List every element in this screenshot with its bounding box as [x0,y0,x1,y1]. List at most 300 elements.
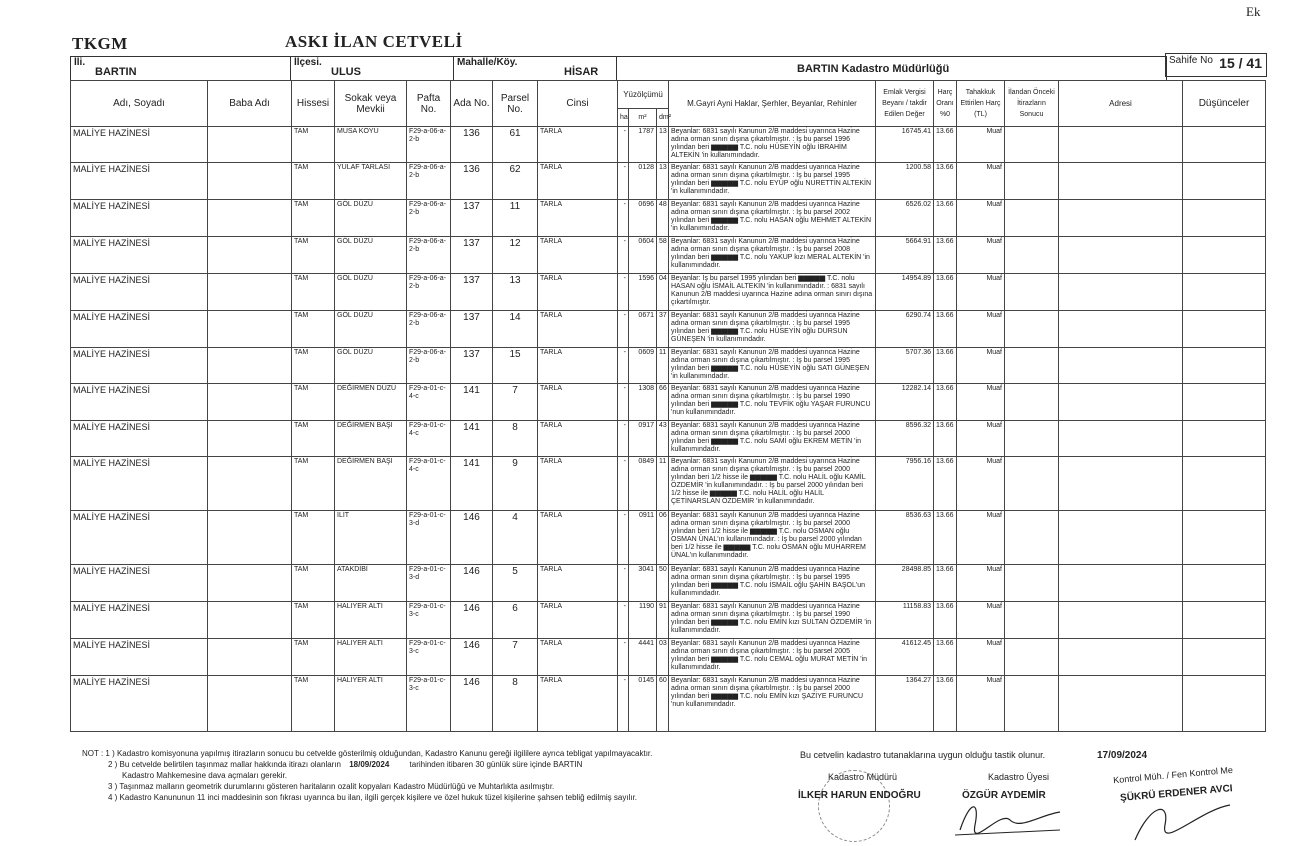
cell-pafta: F29-a-01-c-3-c [407,639,451,676]
cell-baba [208,421,292,457]
cell-ada: 146 [451,565,493,602]
col-harc-orani: Harç Oranı %0 [934,81,957,127]
cell-pafta: F29-a-01-c-4-c [407,421,451,457]
certification-date: 17/09/2024 [1097,750,1148,761]
cell-hisse: TAM [292,348,335,384]
cell-emlak: 6526.02 [876,200,934,237]
cell-ad: MALİYE HAZİNESİ [71,457,208,511]
cell-ada: 146 [451,602,493,639]
cell-sokak: GÖL DÜZÜ [335,237,407,274]
table-row [71,511,1266,565]
cell-haklar: Beyanlar: 6831 sayılı Kanunun 2/B maddesi uyarınca Hazine adına orman sınırı dışına çıkartılmıştır. : İş bu parsel 1990 yılından beri ▆▆▆▆▆ T.C. nolu EMİN kızı SULTAN ÖZDEMİR 'in kullanımındadır. [669,602,876,639]
cell-sokak: DEĞİRMEN BAŞI [335,457,407,511]
cell-itiraz [1005,384,1059,421]
cell-itiraz [1005,565,1059,602]
cell-haklar: Beyanlar: 6831 sayılı Kanunun 2/B maddesi uyarınca Hazine adına orman sınırı dışına çıkartılmıştır. : İş bu parsel 1995 yılından beri ▆▆▆▆▆ T.C. nolu EYÜP oğlu NURETTİN ALTEKİN 'in kullanımındadır. [669,163,876,200]
corner-mark: Ek [1246,4,1261,19]
cell-parsel: 7 [493,384,538,421]
cell-sokak: HALIYER ALTI [335,602,407,639]
cell-dm2: 60 [657,676,669,732]
col-ada: Ada No. [451,81,493,127]
cell-cinsi: TARLA [538,163,618,200]
cell-sokak: GÖL DÜZÜ [335,274,407,311]
cell-cinsi: TARLA [538,457,618,511]
cell-adres [1059,565,1183,602]
cell-pafta: F29-a-01-c-4-c [407,384,451,421]
note-2-date: 18/09/2024 [349,760,390,769]
cell-haklar: Beyanlar: 6831 sayılı Kanunun 2/B maddesi uyarınca Hazine adına orman sınırı dışına çıkartılmıştır. : İş bu parsel 1995 yılından beri ▆▆▆▆▆ T.C. nolu HÜSEYİN oğlu SATI GÜNEŞEN 'in kullanımındadır. [669,348,876,384]
cell-emlak: 11158.83 [876,602,934,639]
cell-dm2: 66 [657,384,669,421]
cell-oran: 13.66 [934,639,957,676]
il-cell [71,57,291,81]
cell-ad: MALİYE HAZİNESİ [71,127,208,163]
cell-cinsi: TARLA [538,639,618,676]
cell-ad: MALİYE HAZİNESİ [71,565,208,602]
cell-emlak: 12282.14 [876,384,934,421]
cell-hisse: TAM [292,274,335,311]
cell-baba [208,200,292,237]
cell-sokak: GÖL DÜZÜ [335,311,407,348]
page-number-box [1165,53,1267,77]
cell-sokak: ATAKDİBİ [335,565,407,602]
cell-haklar: Beyanlar: 6831 sayılı Kanunun 2/B maddesi uyarınca Hazine adına orman sınırı dışına çıkartılmıştır. : İş bu parsel 2008 yılından beri ▆▆▆▆▆ T.C. nolu YAKUP kızı MERAL ALTEKİN 'in kullanımındadır. [669,237,876,274]
cell-ha: - [618,421,629,457]
cell-cinsi: TARLA [538,565,618,602]
cell-emlak: 6290.74 [876,311,934,348]
cell-harc: Muaf [957,639,1005,676]
cell-parsel: 14 [493,311,538,348]
cell-sokak: MUSA KOYU [335,127,407,163]
cell-dusunceler [1183,237,1266,274]
cell-emlak: 5707.36 [876,348,934,384]
cell-cinsi: TARLA [538,511,618,565]
col-pafta: Pafta No. [407,81,451,127]
note-3: 3 ) Taşınmaz malların geometrik durumlarını gösteren haritaların ozalit kopyaları Kadastro Müdürlüğü ve Muhtarlıkta asılmıştır. [108,782,555,791]
cell-itiraz [1005,127,1059,163]
note-2-text-b: tarihinden itibaren 30 günlük süre içinde BARTIN [409,760,583,769]
cell-ad: MALİYE HAZİNESİ [71,348,208,384]
cell-baba [208,274,292,311]
cell-haklar: Beyanlar: 6831 sayılı Kanunun 2/B maddesi uyarınca Hazine adına orman sınırı dışına çıkartılmıştır. : İş bu parsel 2000 yılından beri ▆▆▆▆▆ T.C. nolu EMİN kızı ŞAZİYE FURUNCU 'nun kullanımındadır. [669,676,876,732]
cell-baba [208,602,292,639]
cell-parsel: 5 [493,565,538,602]
cell-adres [1059,639,1183,676]
col-emlak: Emlak Vergisi Beyanı / takdir Edilen Değer [876,81,934,127]
cell-m2: 0604 [629,237,657,274]
page-title: ASKI İLAN CETVELİ [285,32,463,51]
cell-dm2: 11 [657,348,669,384]
cell-haklar: Beyanlar: 6831 sayılı Kanunun 2/B maddesi uyarınca Hazine adına orman sınırı dışına çıkartılmıştır. : İş bu parsel 1990 yılından beri ▆▆▆▆▆ T.C. nolu TEVFİK oğlu YAŞAR FURUNCU 'nun kullanımındadır. [669,384,876,421]
cell-ad: MALİYE HAZİNESİ [71,200,208,237]
col-yuzolcum: Yüzölçümü [618,81,669,109]
table-row [71,602,1266,639]
cell-sokak: HALIYER ALTI [335,639,407,676]
cell-dm2: 48 [657,200,669,237]
cell-pafta: F29-a-06-a-2-b [407,127,451,163]
cell-hisse: TAM [292,602,335,639]
col-sokak: Sokak veya Mevkii [335,81,407,127]
cell-pafta: F29-a-01-c-3-d [407,565,451,602]
col-m2: m² [629,109,657,127]
cell-adres [1059,421,1183,457]
cell-parsel: 4 [493,511,538,565]
cell-ada: 146 [451,676,493,732]
cell-dm2: 58 [657,237,669,274]
cell-ada: 137 [451,311,493,348]
cell-itiraz [1005,639,1059,676]
cell-parsel: 8 [493,421,538,457]
cell-parsel: 9 [493,457,538,511]
cell-dm2: 50 [657,565,669,602]
cell-oran: 13.66 [934,200,957,237]
table-row [71,676,1266,732]
cell-ada: 146 [451,639,493,676]
cell-adres [1059,200,1183,237]
cell-ha: - [618,311,629,348]
cell-ad: MALİYE HAZİNESİ [71,511,208,565]
cell-ad: MALİYE HAZİNESİ [71,602,208,639]
cell-sokak: YULAF TARLASI [335,163,407,200]
cell-adres [1059,676,1183,732]
page-number: 15 / 41 [1219,55,1262,71]
cell-baba [208,384,292,421]
cell-hisse: TAM [292,639,335,676]
cell-dm2: 43 [657,421,669,457]
cell-dusunceler [1183,676,1266,732]
location-header [70,56,1167,81]
cell-itiraz [1005,348,1059,384]
cell-ha: - [618,602,629,639]
cell-haklar: Beyanlar: 6831 sayılı Kanunun 2/B maddesi uyarınca Hazine adına orman sınırı dışına çıkartılmıştır. : İş bu parsel 2002 yılından beri ▆▆▆▆▆ T.C. nolu HASAN oğlu MEHMET ALTEKİN 'in kullanımındadır. [669,200,876,237]
cell-m2: 0849 [629,457,657,511]
cell-parsel: 11 [493,200,538,237]
table-row [71,311,1266,348]
note-2-text: 2 ) Bu cetvelde belirtilen taşınmaz mallar hakkında itirazı olanların [108,760,341,769]
cell-ha: - [618,127,629,163]
cell-oran: 13.66 [934,676,957,732]
cell-harc: Muaf [957,274,1005,311]
cell-pafta: F29-a-06-a-2-b [407,237,451,274]
cell-haklar: Beyanlar: İş bu parsel 1995 yılından beri ▆▆▆▆▆ T.C. nolu HASAN oğlu İSMAİL ALTEKİN 'in kullanımındadır. : 6831 sayılı Kanunun 2/B maddesi uyarınca Hazine adına orman sınırı dışına çıkartılmıştır. [669,274,876,311]
cell-adres [1059,237,1183,274]
cell-hisse: TAM [292,200,335,237]
cell-oran: 13.66 [934,163,957,200]
cell-cinsi: TARLA [538,274,618,311]
col-haklar: M.Gayri Ayni Haklar, Şerhler, Beyanlar, Rehinler [669,81,876,127]
cell-dusunceler [1183,200,1266,237]
cell-adres [1059,127,1183,163]
cell-sokak: İLİT [335,511,407,565]
cell-hisse: TAM [292,421,335,457]
col-itiraz: İlandan Önceki İtirazların Sonucu [1005,81,1059,127]
cell-dusunceler [1183,348,1266,384]
cell-harc: Muaf [957,200,1005,237]
cell-harc: Muaf [957,163,1005,200]
cell-ha: - [618,511,629,565]
cell-dm2: 91 [657,602,669,639]
cell-adres [1059,311,1183,348]
cell-emlak: 16745.41 [876,127,934,163]
cell-hisse: TAM [292,237,335,274]
cell-harc: Muaf [957,602,1005,639]
certification-text: Bu cetvelin kadastro tutanaklarına uygun olduğu tastik olunur. [800,750,1046,760]
cell-adres [1059,602,1183,639]
col-baba: Baba Adı [208,81,292,127]
cell-m2: 1787 [629,127,657,163]
cell-sokak: GÖL DÜZÜ [335,200,407,237]
role-kontrol: Kontrol Müh. / Fen Kontrol Me [1112,764,1234,786]
cell-oran: 13.66 [934,511,957,565]
cell-ad: MALİYE HAZİNESİ [71,676,208,732]
cell-parsel: 62 [493,163,538,200]
cell-baba [208,565,292,602]
cell-dm2: 03 [657,639,669,676]
cell-itiraz [1005,457,1059,511]
cell-emlak: 1364.27 [876,676,934,732]
cell-oran: 13.66 [934,274,957,311]
cell-hisse: TAM [292,127,335,163]
cell-hisse: TAM [292,457,335,511]
cell-pafta: F29-a-01-c-3-d [407,511,451,565]
cell-pafta: F29-a-06-a-2-b [407,200,451,237]
table-row [71,200,1266,237]
cell-oran: 13.66 [934,602,957,639]
cell-ad: MALİYE HAZİNESİ [71,311,208,348]
role-mudur: Kadastro Müdürü [828,772,898,782]
cell-ha: - [618,163,629,200]
cell-m2: 0145 [629,676,657,732]
table-row [71,127,1266,163]
cell-dusunceler [1183,639,1266,676]
note-2c: Kadastro Mahkemesine dava açmaları gerekir. [122,771,287,780]
table-row [71,163,1266,200]
table-row [71,348,1266,384]
cell-dusunceler [1183,163,1266,200]
cell-haklar: Beyanlar: 6831 sayılı Kanunun 2/B maddesi uyarınca Hazine adına orman sınırı dışına çıkartılmıştır. : İş bu parsel 1996 yılından beri ▆▆▆▆▆ T.C. nolu HÜSEYİN oğlu İBRAHİM ALTEKİN 'in kullanımındadır. [669,127,876,163]
cell-cinsi: TARLA [538,237,618,274]
signature-kontrol [1130,795,1240,845]
mudurluk-cell [617,57,1165,81]
cell-cinsi: TARLA [538,384,618,421]
cell-harc: Muaf [957,565,1005,602]
cell-baba [208,311,292,348]
org-name: TKGM [72,34,128,53]
cell-harc: Muaf [957,511,1005,565]
cell-oran: 13.66 [934,384,957,421]
cell-adres [1059,348,1183,384]
cell-dusunceler [1183,311,1266,348]
cell-adres [1059,274,1183,311]
cell-baba [208,457,292,511]
cell-baba [208,127,292,163]
cell-adres [1059,163,1183,200]
cell-ha: - [618,676,629,732]
cell-sokak: DEĞİRMEN BAŞI [335,421,407,457]
cell-ha: - [618,348,629,384]
signature-uye [950,790,1070,840]
cell-ad: MALİYE HAZİNESİ [71,163,208,200]
cell-hisse: TAM [292,384,335,421]
cell-pafta: F29-a-01-c-3-c [407,602,451,639]
cell-m2: 1308 [629,384,657,421]
cell-adres [1059,457,1183,511]
cell-baba [208,511,292,565]
cell-cinsi: TARLA [538,127,618,163]
cell-sokak: HALIYER ALTI [335,676,407,732]
cell-hisse: TAM [292,511,335,565]
cell-ada: 137 [451,274,493,311]
cell-pafta: F29-a-06-a-2-b [407,274,451,311]
cell-harc: Muaf [957,457,1005,511]
cell-ad: MALİYE HAZİNESİ [71,274,208,311]
cell-ad: MALİYE HAZİNESİ [71,421,208,457]
cell-dusunceler [1183,421,1266,457]
cell-pafta: F29-a-06-a-2-b [407,163,451,200]
cell-dm2: 04 [657,274,669,311]
cell-haklar: Beyanlar: 6831 sayılı Kanunun 2/B maddesi uyarınca Hazine adına orman sınırı dışına çıkartılmıştır. : İş bu parsel 2000 yılından beri 1/2 hisse ile ▆▆▆▆▆ T.C. nolu HALİL oğlu KAMİL ÖZDEMİR 'in kullanımındadır. : İş bu parsel 2000 yılından beri 1/2 hisse ile ▆▆▆▆▆ T.C. nolu HALİL oğlu HALİL ÇETİNARSLAN ÖZDEMİR 'in kullanımındadır. [669,457,876,511]
role-uye: Kadastro Üyesi [988,772,1050,782]
cell-pafta: F29-a-01-c-4-c [407,457,451,511]
cell-dm2: 11 [657,457,669,511]
cell-ad: MALİYE HAZİNESİ [71,237,208,274]
cell-cinsi: TARLA [538,348,618,384]
cell-emlak: 8536.63 [876,511,934,565]
cell-dusunceler [1183,384,1266,421]
table-row [71,639,1266,676]
cell-hisse: TAM [292,676,335,732]
cell-harc: Muaf [957,676,1005,732]
cell-oran: 13.66 [934,127,957,163]
cell-emlak: 28498.85 [876,565,934,602]
cell-parsel: 12 [493,237,538,274]
cell-itiraz [1005,163,1059,200]
cell-sokak: DEĞİRMEN DÜZÜ [335,384,407,421]
cell-cinsi: TARLA [538,200,618,237]
cell-cinsi: TARLA [538,421,618,457]
cell-m2: 0128 [629,163,657,200]
cell-baba [208,163,292,200]
cell-pafta: F29-a-06-a-2-b [407,311,451,348]
cell-ha: - [618,565,629,602]
cell-emlak: 41612.45 [876,639,934,676]
cell-ha: - [618,384,629,421]
table-row [71,237,1266,274]
cell-dusunceler [1183,602,1266,639]
col-hisse: Hissesi [292,81,335,127]
cell-m2: 4441 [629,639,657,676]
cell-haklar: Beyanlar: 6831 sayılı Kanunun 2/B maddesi uyarınca Hazine adına orman sınırı dışına çıkartılmıştır. : İş bu parsel 1995 yılından beri ▆▆▆▆▆ T.C. nolu HÜSEYİN oğlu DURSUN GÜNEŞEN 'in kullanımındadır. [669,311,876,348]
cell-m2: 1190 [629,602,657,639]
col-ha: ha [618,109,629,127]
cell-ha: - [618,639,629,676]
cell-ha: - [618,200,629,237]
notes [82,748,782,803]
cell-baba [208,348,292,384]
cell-harc: Muaf [957,384,1005,421]
cell-itiraz [1005,200,1059,237]
cell-haklar: Beyanlar: 6831 sayılı Kanunun 2/B maddesi uyarınca Hazine adına orman sınırı dışına çıkartılmıştır. : İş bu parsel 2000 yılından beri 1/2 hisse ile ▆▆▆▆▆ T.C. nolu OSMAN oğlu OSMAN ÜNAL'ın kullanımındadır. : İş bu parsel 2000 yılından beri 1/2 hisse ile ▆▆▆▆▆ T.C. nolu OSMAN oğlu MUHARREM ÜNAL'ın kullanımındadır. [669,511,876,565]
cell-emlak: 8596.32 [876,421,934,457]
cell-itiraz [1005,237,1059,274]
table-row [71,565,1266,602]
cell-ada: 137 [451,200,493,237]
note-2 [82,759,782,770]
cell-harc: Muaf [957,127,1005,163]
cell-dm2: 13 [657,127,669,163]
cell-emlak: 5664.91 [876,237,934,274]
cell-parsel: 61 [493,127,538,163]
table-row [71,421,1266,457]
mahalle-value: HİSAR [564,66,599,78]
cell-ada: 136 [451,163,493,200]
cell-ada: 136 [451,127,493,163]
cell-m2: 0609 [629,348,657,384]
cell-haklar: Beyanlar: 6831 sayılı Kanunun 2/B maddesi uyarınca Hazine adına orman sınırı dışına çıkartılmıştır. : İş bu parsel 2000 yılından beri ▆▆▆▆▆ T.C. nolu SAMİ oğlu EKREM METİN 'in kullanımındadır. [669,421,876,457]
cell-pafta: F29-a-06-a-2-b [407,348,451,384]
cell-dm2: 37 [657,311,669,348]
cell-adres [1059,511,1183,565]
cell-cinsi: TARLA [538,311,618,348]
mahalle-label: Mahalle/Köy. [457,57,518,68]
cell-m2: 0671 [629,311,657,348]
cell-parsel: 7 [493,639,538,676]
cell-baba [208,237,292,274]
ilce-label: İlçesi. [294,57,322,68]
cell-ha: - [618,237,629,274]
mudurluk-value: BARTIN Kadastro Müdürlüğü [797,63,950,75]
cell-itiraz [1005,676,1059,732]
cell-cinsi: TARLA [538,676,618,732]
col-parsel: Parsel No. [493,81,538,127]
cell-ha: - [618,457,629,511]
cell-oran: 13.66 [934,421,957,457]
cell-dm2: 06 [657,511,669,565]
il-value: BARTIN [95,66,137,78]
page-number-label: Sahife No [1169,55,1213,66]
cell-itiraz [1005,311,1059,348]
cell-dusunceler [1183,511,1266,565]
cell-m2: 0696 [629,200,657,237]
table-row [71,457,1266,511]
cell-adres [1059,384,1183,421]
cell-harc: Muaf [957,348,1005,384]
cell-ada: 141 [451,457,493,511]
col-dusunceler: Düşünceler [1183,81,1266,127]
cell-parsel: 6 [493,602,538,639]
col-cinsi: Cinsi [538,81,618,127]
cell-ada: 141 [451,421,493,457]
name-uye: ÖZGÜR AYDEMİR [962,790,1046,801]
cell-harc: Muaf [957,237,1005,274]
cell-oran: 13.66 [934,348,957,384]
cell-itiraz [1005,274,1059,311]
table-row [71,274,1266,311]
note-1: NOT : 1 ) Kadastro komisyonuna yapılmış itirazların sonucu bu cetvelde gösterilmiş olduğundan, Kadastro Kanunu gereği ilgililere ayrıca tebligat yapılmayacaktır. [82,749,653,758]
cell-pafta: F29-a-01-c-3-c [407,676,451,732]
cell-oran: 13.66 [934,311,957,348]
cell-emlak: 1200.58 [876,163,934,200]
cell-dusunceler [1183,565,1266,602]
col-dm2: dm² [657,109,669,127]
cell-dusunceler [1183,127,1266,163]
ilce-value: ULUS [331,66,361,78]
il-label: İli. [74,57,86,68]
cell-ada: 146 [451,511,493,565]
cell-harc: Muaf [957,421,1005,457]
cell-harc: Muaf [957,311,1005,348]
cell-itiraz [1005,511,1059,565]
